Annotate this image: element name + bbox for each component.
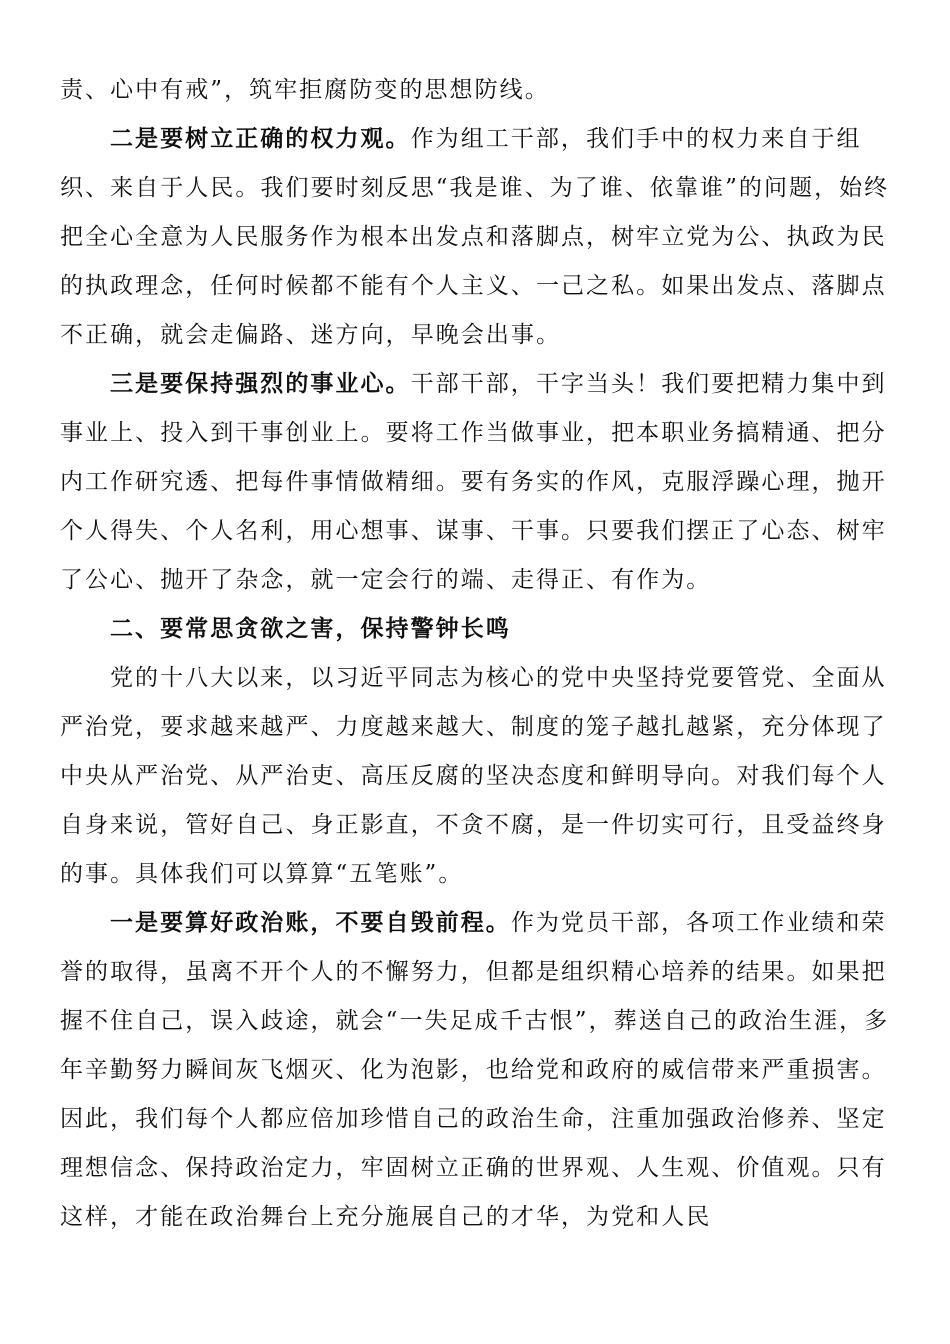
paragraph-party-discipline: [60, 654, 890, 899]
paragraph-text: 作为党员干部，各项工作业绩和荣誉的取得，虽离不开个人的不懈努力，但都是组织精心培养的结果。如果把握不住自己，误入歧途，就会“一失足成千古恨”，葬送自己的政治生涯，多年辛勤努力瞬间灰飞烟灭、化为泡影，也给党和政府的威信带来严重损害。因此，我们每个人都应倍加珍惜自己的政治生命，注重加强政治修养、坚定理想信念、保持政治定力，牢固树立正确的世界观、人生观、价值观。只有这样，才能在政治舞台上充分施展自己的才华，为党和人民: [60, 910, 890, 1230]
paragraph-political-account: [60, 899, 890, 1242]
paragraph-power-view: [60, 115, 890, 360]
paragraph-text: 干部干部，干字当头！我们要把精力集中到事业上、投入到干事创业上。要将工作当做事业，把本职业务搞精通、把分内工作研究透、把每件事情做精细。要有务实的作风，克服浮躁心理，抛开个人得失、个人名利，用心想事、谋事、干事。只要我们摆正了心态、树牢了公心、抛开了杂念，就一定会行的端、走得正、有作为。: [60, 371, 887, 593]
document-page: [60, 66, 890, 1242]
paragraph-lead: 二是要树立正确的权力观。: [110, 126, 411, 152]
paragraph-lead: 三是要保持强烈的事业心。: [110, 371, 411, 397]
paragraph-text: 党的十八大以来，以习近平同志为核心的党中央坚持党要管党、全面从严治党，要求越来越严、力度越来越大、制度的笼子越扎越紧，充分体现了中央从严治党、从严治吏、高压反腐的坚决态度和鲜明导向。对我们每个人自身来说，管好自己、身正影直，不贪不腐，是一件切实可行，且受益终身的事。具体我们可以算算“五笔账”。: [60, 665, 887, 887]
paragraph-lead: 一是要算好政治账，不要自毁前程。: [110, 910, 511, 936]
paragraph-career-dedication: [60, 360, 890, 605]
paragraph-text: 责、心中有戒”，筑牢拒腐防变的思想防线。: [60, 77, 550, 103]
section-heading: 二、要常思贪欲之害，保持警钟长鸣: [110, 616, 511, 642]
paragraph-text: 作为组工干部，我们手中的权力来自于组织、来自于人民。我们要时刻反思“我是谁、为了谁、依靠谁”的问题，始终把全心全意为人民服务作为根本出发点和落脚点，树牢立党为公、执政为民的执政理念，任何时候都不能有个人主义、一己之私。如果出发点、落脚点不正确，就会走偏路、迷方向，早晚会出事。: [60, 126, 890, 348]
paragraph-continuation: [60, 66, 890, 115]
